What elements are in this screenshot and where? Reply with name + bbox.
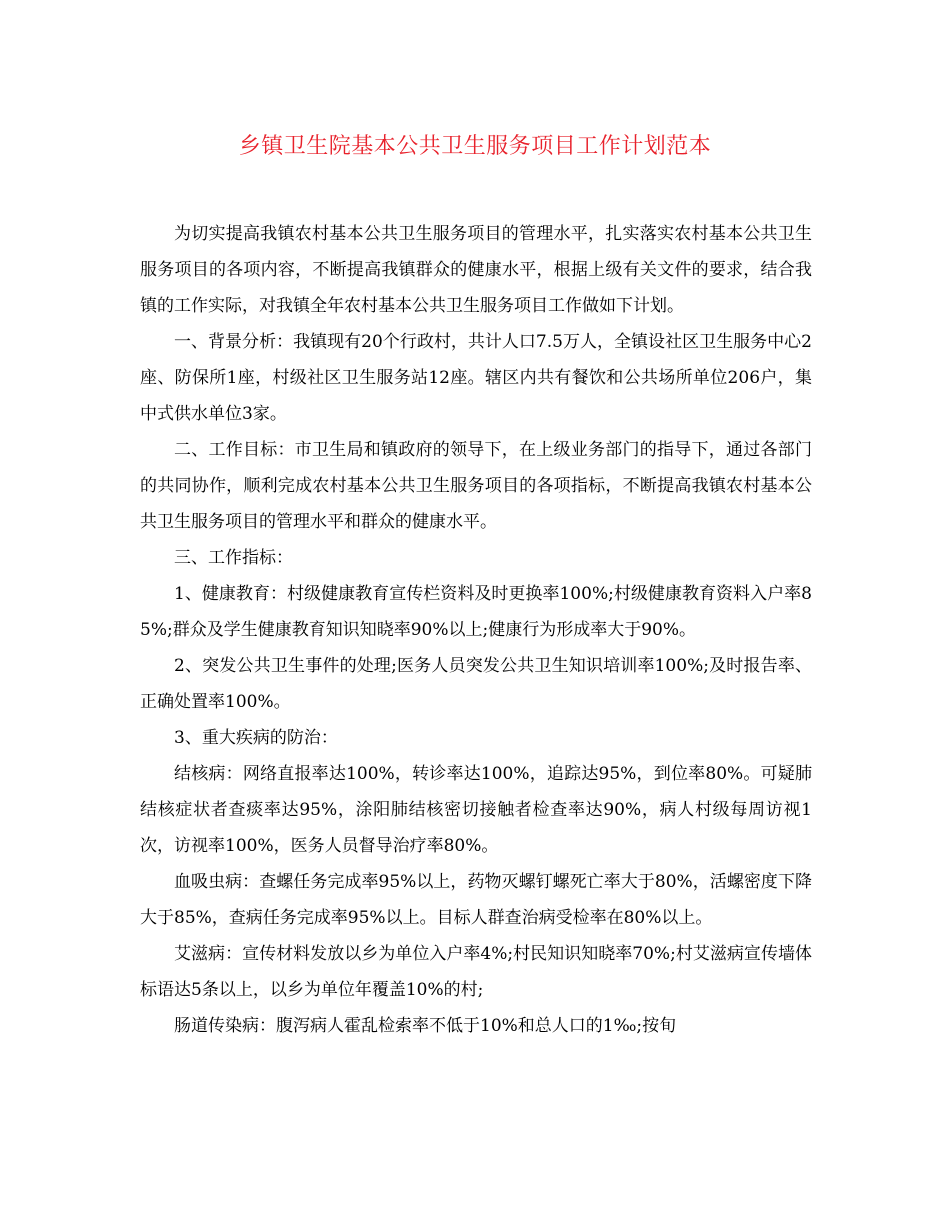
paragraph-schistosomiasis: 血吸虫病：查螺任务完成率95%以上，药物灭螺钉螺死亡率大于80%，活螺密度下降大于85%，查病任务完成率95%以上。目标人群查治病受检率在80%以上。	[140, 872, 812, 928]
paragraph-indicators-heading: 三、工作指标：	[174, 548, 293, 568]
paragraph-health-education: 1、健康教育：村级健康教育宣传栏资料及时更换率100%;村级健康教育资料入户率85%;群众及学生健康教育知识知晓率90%以上;健康行为形成率大于90%。	[140, 584, 812, 640]
document-title: 乡镇卫生院基本公共卫生服务项目工作计划范本	[238, 134, 712, 159]
paragraph-aids: 艾滋病：宣传材料发放以乡为单位入户率4%;村民知识知晓率70%;村艾滋病宣传墙体标语达5条以上，以乡为单位年覆盖10%的村;	[140, 944, 812, 1000]
paragraph-emergency: 2、突发公共卫生事件的处理;医务人员突发公共卫生知识培训率100%;及时报告率、正确处置率100%。	[140, 656, 812, 712]
paragraph-major-disease-heading: 3、重大疾病的防治：	[174, 728, 338, 748]
paragraph-tuberculosis: 结核病：网络直报率达100%，转诊率达100%，追踪达95%，到位率80%。可疑肺结核症状者查痰率达95%，涂阳肺结核密切接触者检查率达90%，病人村级每周访视1次，访视率100%，医务人员督导治疗率80%。	[140, 764, 812, 856]
paragraph-background: 一、背景分析：我镇现有20个行政村，共计人口7.5万人，全镇设社区卫生服务中心2座、防保所1座，村级社区卫生服务站12座。辖区内共有餐饮和公共场所单位206户，集中式供水单位3家。	[140, 332, 812, 424]
paragraph-intestinal: 肠道传染病：腹泻病人霍乱检索率不低于10%和总人口的1‰;按旬	[174, 1016, 677, 1036]
paragraph-intro: 为切实提高我镇农村基本公共卫生服务项目的管理水平，扎实落实农村基本公共卫生服务项目的各项内容，不断提高我镇群众的健康水平，根据上级有关文件的要求，结合我镇的工作实际，对我镇全年农村基本公共卫生服务项目工作做如下计划。	[140, 224, 812, 316]
paragraph-goals: 二、工作目标：市卫生局和镇政府的领导下，在上级业务部门的指导下，通过各部门的共同协作，顺利完成农村基本公共卫生服务项目的各项指标，不断提高我镇农村基本公共卫生服务项目的管理水平和群众的健康水平。	[140, 440, 812, 532]
document-body	[140, 216, 812, 1044]
